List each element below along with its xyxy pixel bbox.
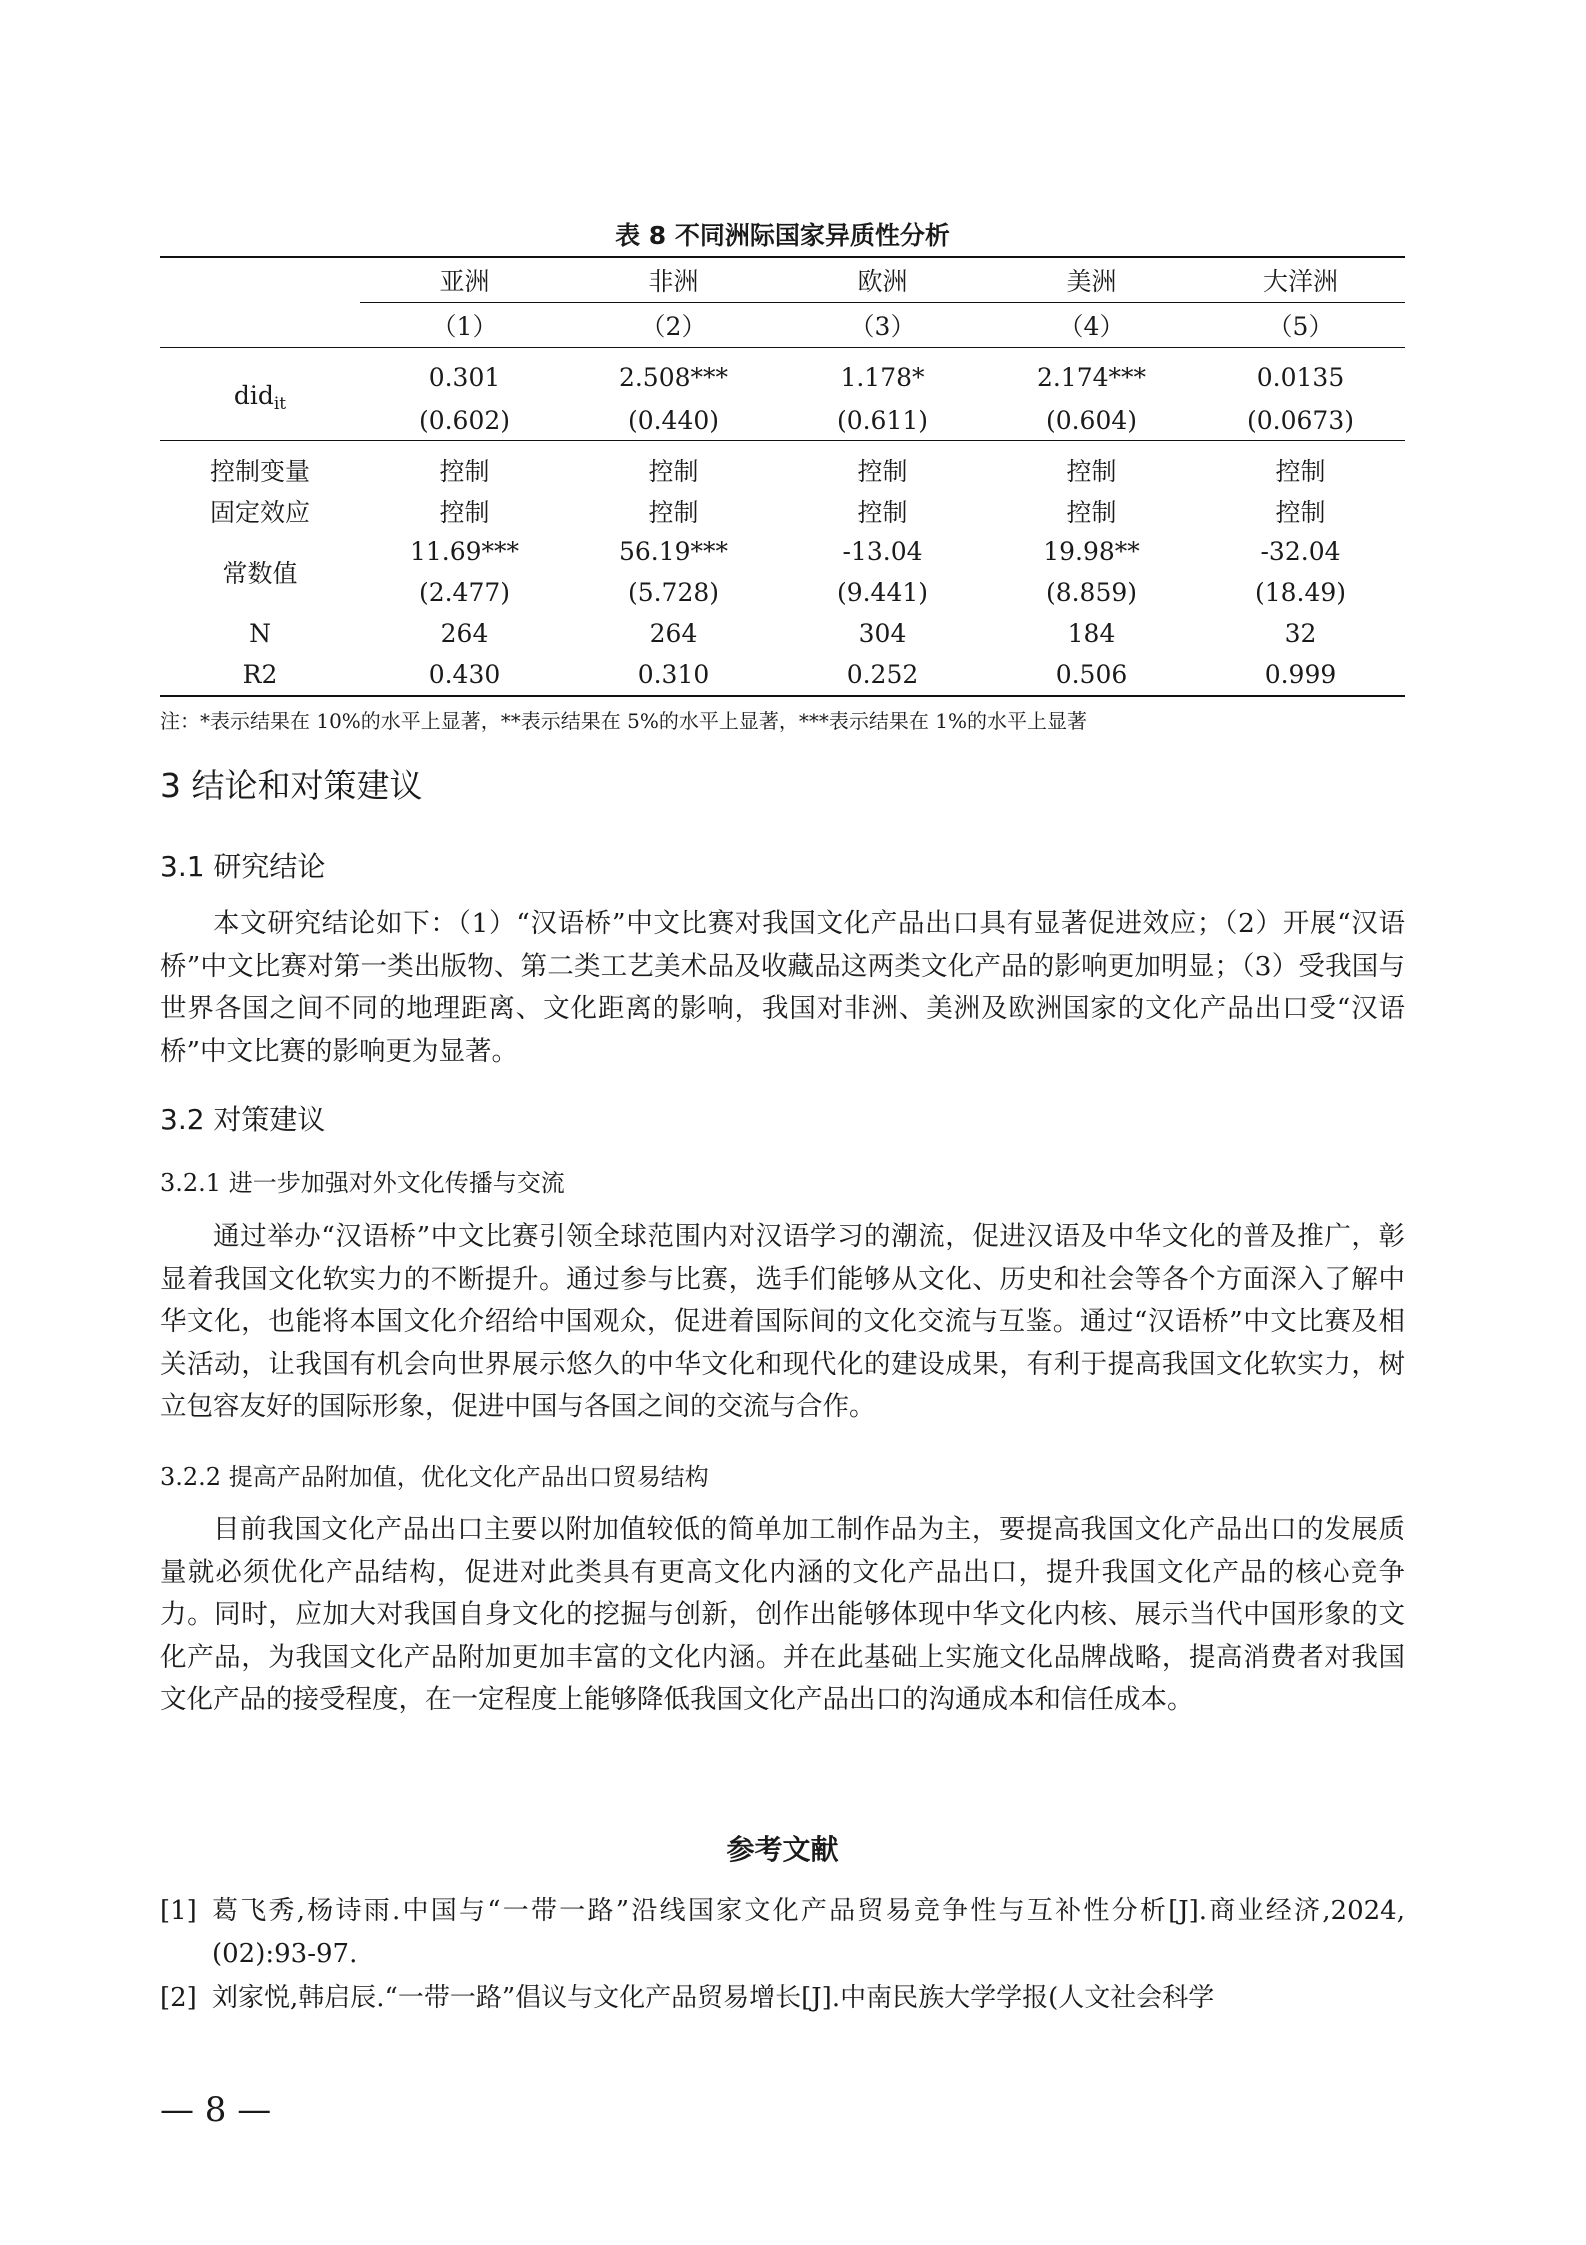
- table-row-fixed: [160, 490, 1405, 531]
- cell: 11.69***: [409, 537, 520, 566]
- cell: (8.859): [1045, 578, 1138, 607]
- col-header-africa: 非洲: [569, 257, 778, 303]
- cell: 0.430: [360, 654, 569, 696]
- cell: 0.310: [569, 654, 778, 696]
- cell: (0.604): [987, 400, 1196, 441]
- col-header-oceania: 大洋洲: [1196, 257, 1405, 303]
- cell: 2.174***: [1036, 362, 1147, 392]
- reference-item: [160, 1890, 1405, 1976]
- col-number: （4）: [987, 303, 1196, 348]
- subsection-heading: 3.1 研究结论: [160, 850, 326, 883]
- body-paragraph: 通过举办“汉语桥”中文比赛引领全球范围内对汉语学习的潮流，促进汉语及中华文化的普及推广，彰显着我国文化软实力的不断提升。通过参与比赛，选手们能够从文化、历史和社会等各个方面深入了解中华文化，也能将本国文化介绍给中国观众，促进着国际间的文化交流与互鉴。通过“汉语桥”中文比赛及相关活动，让我国有机会向世界展示悠久的中华文化和现代化的建设成果，有利于提高我国文化软实力，树立包容友好的国际形象，促进中国与各国之间的交流与合作。: [160, 1221, 1405, 1422]
- cell: 控制: [648, 497, 699, 527]
- cell: 控制: [1275, 497, 1326, 527]
- reference-item: [160, 1977, 1405, 2020]
- col-number: （1）: [360, 303, 569, 348]
- cell: 19.98**: [1043, 537, 1140, 566]
- col-header-europe: 欧洲: [778, 257, 987, 303]
- subsubsection-heading: 3.2.2 提高产品附加值，优化文化产品出口贸易结构: [160, 1463, 709, 1491]
- cell: 控制: [1066, 456, 1117, 486]
- row-label-did: did$_{it}$: [160, 348, 360, 441]
- row-label: 控制变量: [209, 456, 310, 486]
- row-label: 固定效应: [209, 497, 310, 527]
- cell: (0.602): [360, 400, 569, 441]
- cell: 184: [1067, 619, 1116, 648]
- cell: (9.441): [836, 578, 929, 607]
- cell: (2.477): [418, 578, 511, 607]
- reference-text: 刘家悦,韩启辰.“一带一路”倡议与文化产品贸易增长[J].中南民族大学学报(人文社会科学: [212, 1983, 1215, 2013]
- heterogeneity-table: [160, 256, 1405, 697]
- col-header-asia: 亚洲: [360, 257, 569, 303]
- cell: 0.301: [428, 362, 501, 392]
- cell: 控制: [439, 456, 490, 486]
- references-title: 参考文献: [726, 1833, 839, 1866]
- table-row-control: [160, 441, 1405, 491]
- cell: 控制: [648, 456, 699, 486]
- table-row-r2: [160, 654, 1405, 696]
- table-row-did-coef: [160, 348, 1405, 401]
- row-label: R2: [160, 654, 360, 696]
- section-heading: 3 结论和对策建议: [160, 766, 423, 805]
- page-number: — 8 —: [160, 2090, 272, 2130]
- col-number: （2）: [569, 303, 778, 348]
- table-header-row: [160, 257, 1405, 303]
- table-caption: 表 8 不同洲际国家异质性分析: [615, 221, 950, 250]
- cell: 0.252: [778, 654, 987, 696]
- cell: 0.506: [987, 654, 1196, 696]
- cell: 控制: [857, 456, 908, 486]
- table-row-const-coef: [160, 531, 1405, 572]
- cell: 56.19***: [618, 537, 729, 566]
- subsection-heading: 3.2 对策建议: [160, 1103, 326, 1136]
- table-number-row: [160, 303, 1405, 348]
- cell: 2.508***: [618, 362, 729, 392]
- cell: (0.440): [569, 400, 778, 441]
- cell: 控制: [1066, 497, 1117, 527]
- col-number: （3）: [778, 303, 987, 348]
- cell: 控制: [1275, 456, 1326, 486]
- cell: 1.178*: [840, 362, 925, 392]
- table-note: 注：*表示结果在 10%的水平上显著，**表示结果在 5%的水平上显著，***表示结果在 1%的水平上显著: [160, 709, 1087, 733]
- cell: 32: [1284, 619, 1317, 648]
- body-paragraph: 目前我国文化产品出口主要以附加值较低的简单加工制作品为主，要提高我国文化产品出口的发展质量就必须优化产品结构，促进对此类具有更高文化内涵的文化产品出口，提升我国文化产品的核心竞争力。同时，应加大对我国自身文化的挖掘与创新，创作出能够体现中华文化内核、展示当代中国形象的文化产品，为我国文化产品附加更加丰富的文化内涵。并在此基础上实施文化品牌战略，提高消费者对我国文化产品的接受程度，在一定程度上能够降低我国文化产品出口的沟通成本和信任成本。: [160, 1514, 1405, 1715]
- cell: 0.999: [1196, 654, 1405, 696]
- subsubsection-heading: 3.2.1 进一步加强对外文化传播与交流: [160, 1169, 565, 1197]
- cell: 304: [858, 619, 907, 648]
- cell: (5.728): [627, 578, 720, 607]
- cell: (18.49): [1254, 578, 1347, 607]
- cell: 0.0135: [1256, 362, 1345, 392]
- row-label: N: [249, 619, 271, 648]
- reference-number: [2]: [160, 1983, 197, 2013]
- cell: -13.04: [842, 537, 923, 566]
- cell: 控制: [439, 497, 490, 527]
- cell: (0.0673): [1196, 400, 1405, 441]
- row-label: 常数值: [222, 559, 298, 588]
- cell: (0.611): [778, 400, 987, 441]
- cell: 264: [649, 619, 698, 648]
- reference-text: 葛飞秀,杨诗雨.中国与“一带一路”沿线国家文化产品贸易竞争性与互补性分析[J].商业经济,2024,(02):93-97.: [212, 1896, 1405, 1969]
- body-paragraph: 本文研究结论如下：（1）“汉语桥”中文比赛对我国文化产品出口具有显著促进效应；（2）开展“汉语桥”中文比赛对第一类出版物、第二类工艺美术品及收藏品这两类文化产品的影响更加明显；（3）受我国与世界各国之间不同的地理距离、文化距离的影响，我国对非洲、美洲及欧洲国家的文化产品出口受“汉语桥”中文比赛的影响更为显著。: [160, 908, 1405, 1067]
- cell: 264: [440, 619, 489, 648]
- reference-number: [1]: [160, 1896, 197, 1926]
- col-number: （5）: [1196, 303, 1405, 348]
- table-row-n: [160, 613, 1405, 654]
- cell: -32.04: [1260, 537, 1341, 566]
- cell: 控制: [857, 497, 908, 527]
- col-header-america: 美洲: [987, 257, 1196, 303]
